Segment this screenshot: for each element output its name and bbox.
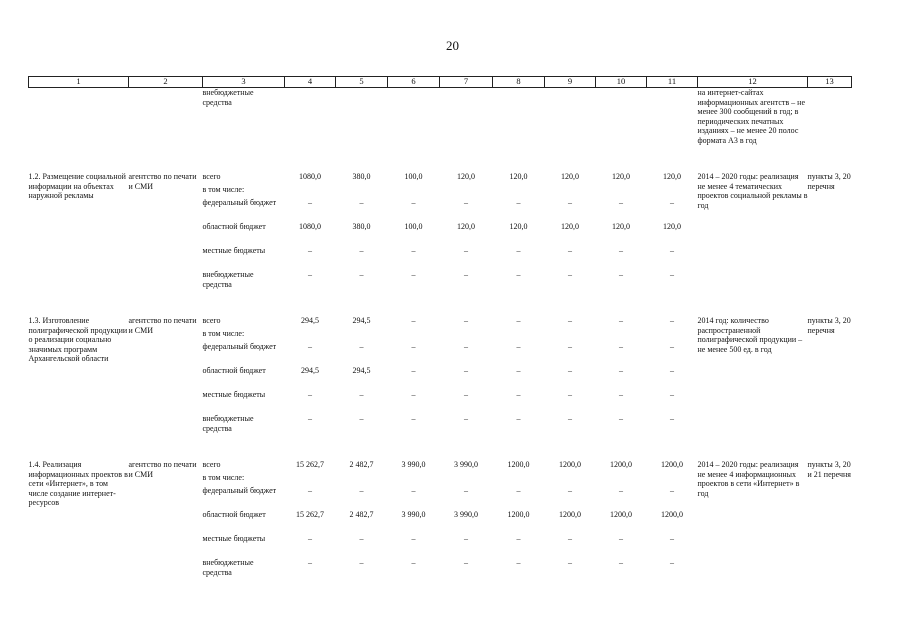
source-cell: местные бюджеты [202,534,266,543]
value-cell: – [516,246,521,255]
value-cell: – [359,558,364,567]
value-cell [388,329,440,342]
column-header: 9 [545,77,596,88]
source-cell: всего [202,460,221,469]
value-cell: 1080,0 [299,172,321,181]
value-cell: – [619,342,623,351]
value-cell: – [670,342,674,351]
value-cell: – [568,246,572,255]
value-cell [596,473,647,486]
value-cell: 120,0 [457,222,475,231]
value-cell: – [359,414,364,423]
value-cell: 3 990,0 [454,510,478,519]
value-cell: – [516,486,521,495]
value-cell: 2 482,7 [349,510,374,519]
source-cell: внебюджетные средства [202,558,254,577]
value-cell: 15 262,7 [296,460,324,469]
value-cell [596,185,647,198]
source-cell: областной бюджет [202,222,266,231]
value-cell [647,185,698,198]
value-cell: – [308,486,312,495]
value-cell: – [670,270,674,279]
value-cell: – [516,270,521,279]
continuation-row [29,88,852,151]
value-cell: 2 482,7 [349,460,374,469]
value-cell: – [464,198,468,207]
source-cell: всего [202,316,221,325]
value-cell: 120,0 [663,222,681,231]
source-cell: внебюджетные средства [202,414,254,433]
value-cell: – [568,390,572,399]
value-cell [285,329,336,342]
value-cell: – [670,534,674,543]
value-cell: – [568,342,572,351]
column-header: 12 [698,77,808,88]
value-cell: – [516,558,521,567]
executor-cell: агентство по печати и СМИ [128,460,197,479]
result-cell: 2014 год: количество распространенной полиграфической продукции – не менее 500 ед. в год [697,316,803,354]
value-cell: – [359,270,364,279]
value-cell: 380,0 [352,172,371,181]
value-cell: – [619,534,623,543]
value-cell [596,329,647,342]
value-cell: – [516,342,521,351]
value-cell: – [411,342,416,351]
value-cell [440,185,493,198]
value-cell: – [359,390,364,399]
column-header: 13 [808,77,852,88]
value-cell [493,185,545,198]
table-row [29,460,852,473]
value-cell: – [670,558,674,567]
value-cell: – [516,198,521,207]
source-cell: федеральный бюджет [202,486,277,495]
source-cell: внебюджетные средства [202,270,254,289]
value-cell: – [619,390,623,399]
spacer-row [29,438,852,460]
value-cell: – [619,270,623,279]
executor-cell: агентство по печати и СМИ [128,316,197,335]
value-cell [440,473,493,486]
value-cell: – [516,534,521,543]
value-cell: – [359,198,364,207]
value-cell: – [568,198,572,207]
value-cell: 1200,0 [661,510,683,519]
value-cell: – [516,414,521,423]
source-cell: федеральный бюджет [202,342,277,351]
value-cell: – [411,198,416,207]
header-row [29,77,852,88]
result-cell: 2014 – 2020 годы: реализация не менее 4 информационных проектов в сети «Интернет» в год [697,460,800,498]
value-cell: – [619,486,623,495]
column-header: 5 [336,77,388,88]
value-cell: – [670,366,674,375]
value-cell: 120,0 [561,222,579,231]
value-cell [336,185,388,198]
column-header: 6 [388,77,440,88]
value-cell: – [411,270,416,279]
page-number: 20 [446,38,459,53]
reference-cell: пункты 3, 20 перечня [807,316,851,335]
value-cell: – [619,198,623,207]
value-cell: – [464,246,468,255]
value-cell: – [411,558,416,567]
value-cell: – [308,246,312,255]
source-cell: всего [202,172,221,181]
value-cell: – [359,246,364,255]
value-cell: 3 990,0 [401,510,426,519]
value-cell: 1200,0 [559,510,581,519]
value-cell: – [308,390,312,399]
value-cell [336,473,388,486]
source-cell: в том числе: [202,329,245,338]
column-header: 8 [493,77,545,88]
value-cell: 120,0 [612,172,630,181]
value-cell [493,473,545,486]
value-cell: – [411,366,416,375]
value-cell: 294,5 [301,366,319,375]
value-cell: 120,0 [663,172,681,181]
reference-cell: пункты 3, 20 перечня [807,172,851,191]
measure-name: 1.3. Изготовление полиграфической продукции о реализации социально значимых программ Архангельской области [28,316,128,363]
value-cell: – [568,558,572,567]
value-cell: – [464,414,468,423]
value-cell: 120,0 [457,172,475,181]
table-row [29,316,852,329]
value-cell: 1200,0 [559,460,581,469]
value-cell [285,185,336,198]
value-cell: 120,0 [509,172,528,181]
spacer-row [29,150,852,172]
value-cell: 294,5 [301,316,319,325]
column-header: 11 [647,77,698,88]
table-row [29,172,852,185]
value-cell: – [516,316,521,325]
value-cell: – [464,270,468,279]
value-cell: 15 262,7 [296,510,324,519]
value-cell: – [568,414,572,423]
value-cell: 1200,0 [507,460,530,469]
result-cell: на интернет-сайтах информационных агентств – не менее 300 сообщений в год; в периодических печатных изданиях – не менее 20 полос формата А3 в год [697,88,805,145]
value-cell: – [568,534,572,543]
value-cell: – [619,246,623,255]
table-body [29,88,852,583]
value-cell [545,329,596,342]
value-cell: – [464,316,468,325]
value-cell [388,473,440,486]
value-cell [545,473,596,486]
value-cell: 1200,0 [610,460,632,469]
value-cell: 1200,0 [507,510,530,519]
column-header: 2 [129,77,203,88]
value-cell: – [411,534,416,543]
value-cell: – [411,246,416,255]
source-cell: в том числе: [202,473,245,482]
source-cell: федеральный бюджет [202,198,277,207]
value-cell: 3 990,0 [454,460,478,469]
measure-name: 1.2. Размещение социальной информации на объектах наружной рекламы [28,172,126,200]
value-cell [440,329,493,342]
value-cell: – [464,390,468,399]
value-cell: – [308,270,312,279]
value-cell: – [464,534,468,543]
value-cell: – [670,486,674,495]
source-cell: в том числе: [202,185,245,194]
value-cell: 294,5 [352,366,371,375]
column-header: 7 [440,77,493,88]
value-cell: – [568,270,572,279]
source-cell: местные бюджеты [202,390,266,399]
value-cell: – [308,534,312,543]
value-cell [285,473,336,486]
value-cell [336,329,388,342]
reference-cell: пункты 3, 20 и 21 перечня [807,460,851,479]
value-cell: – [670,390,674,399]
value-cell: – [308,558,312,567]
value-cell [493,329,545,342]
result-cell: 2014 – 2020 годы: реализация не менее 4 тематических проектов социальной рекламы в год [697,172,808,210]
value-cell [545,185,596,198]
value-cell: 1200,0 [610,510,632,519]
source-cell: внебюджетные средства [202,88,254,107]
value-cell: – [516,390,521,399]
value-cell: – [670,316,674,325]
value-cell [647,473,698,486]
value-cell: – [619,366,623,375]
value-cell: – [670,198,674,207]
value-cell: – [464,486,468,495]
column-header: 4 [285,77,336,88]
value-cell: – [359,342,364,351]
measure-name: 1.4. Реализация информационных проектов в сети «Интернет», в том числе создание интернет-ресурсов [28,460,128,507]
value-cell: – [308,198,312,207]
value-cell: 100,0 [404,172,423,181]
value-cell: – [619,414,623,423]
value-cell: 120,0 [612,222,630,231]
value-cell [388,185,440,198]
program-table [28,76,852,582]
value-cell: 1200,0 [661,460,683,469]
value-cell: – [359,486,364,495]
value-cell: 1080,0 [299,222,321,231]
value-cell: – [464,366,468,375]
value-cell: 380,0 [352,222,371,231]
spacer-row [29,294,852,316]
value-cell: – [308,414,312,423]
value-cell: 120,0 [509,222,528,231]
executor-cell: агентство по печати и СМИ [128,172,197,191]
value-cell: – [464,342,468,351]
value-cell: – [359,534,364,543]
source-cell: местные бюджеты [202,246,266,255]
value-cell: 120,0 [561,172,579,181]
column-header: 3 [203,77,285,88]
source-cell: областной бюджет [202,510,266,519]
value-cell: 100,0 [404,222,423,231]
value-cell: – [516,366,521,375]
column-header: 10 [596,77,647,88]
value-cell: 294,5 [352,316,371,325]
value-cell: – [568,366,572,375]
value-cell: – [670,414,674,423]
value-cell: – [568,486,572,495]
column-header: 1 [29,77,129,88]
value-cell: – [411,390,416,399]
value-cell: – [568,316,572,325]
value-cell: – [619,558,623,567]
value-cell: – [308,342,312,351]
value-cell: – [670,246,674,255]
value-cell [647,329,698,342]
value-cell: – [464,558,468,567]
value-cell: – [619,316,623,325]
value-cell: – [411,414,416,423]
value-cell: – [411,316,416,325]
value-cell: – [411,486,416,495]
source-cell: областной бюджет [202,366,266,375]
value-cell: 3 990,0 [401,460,426,469]
